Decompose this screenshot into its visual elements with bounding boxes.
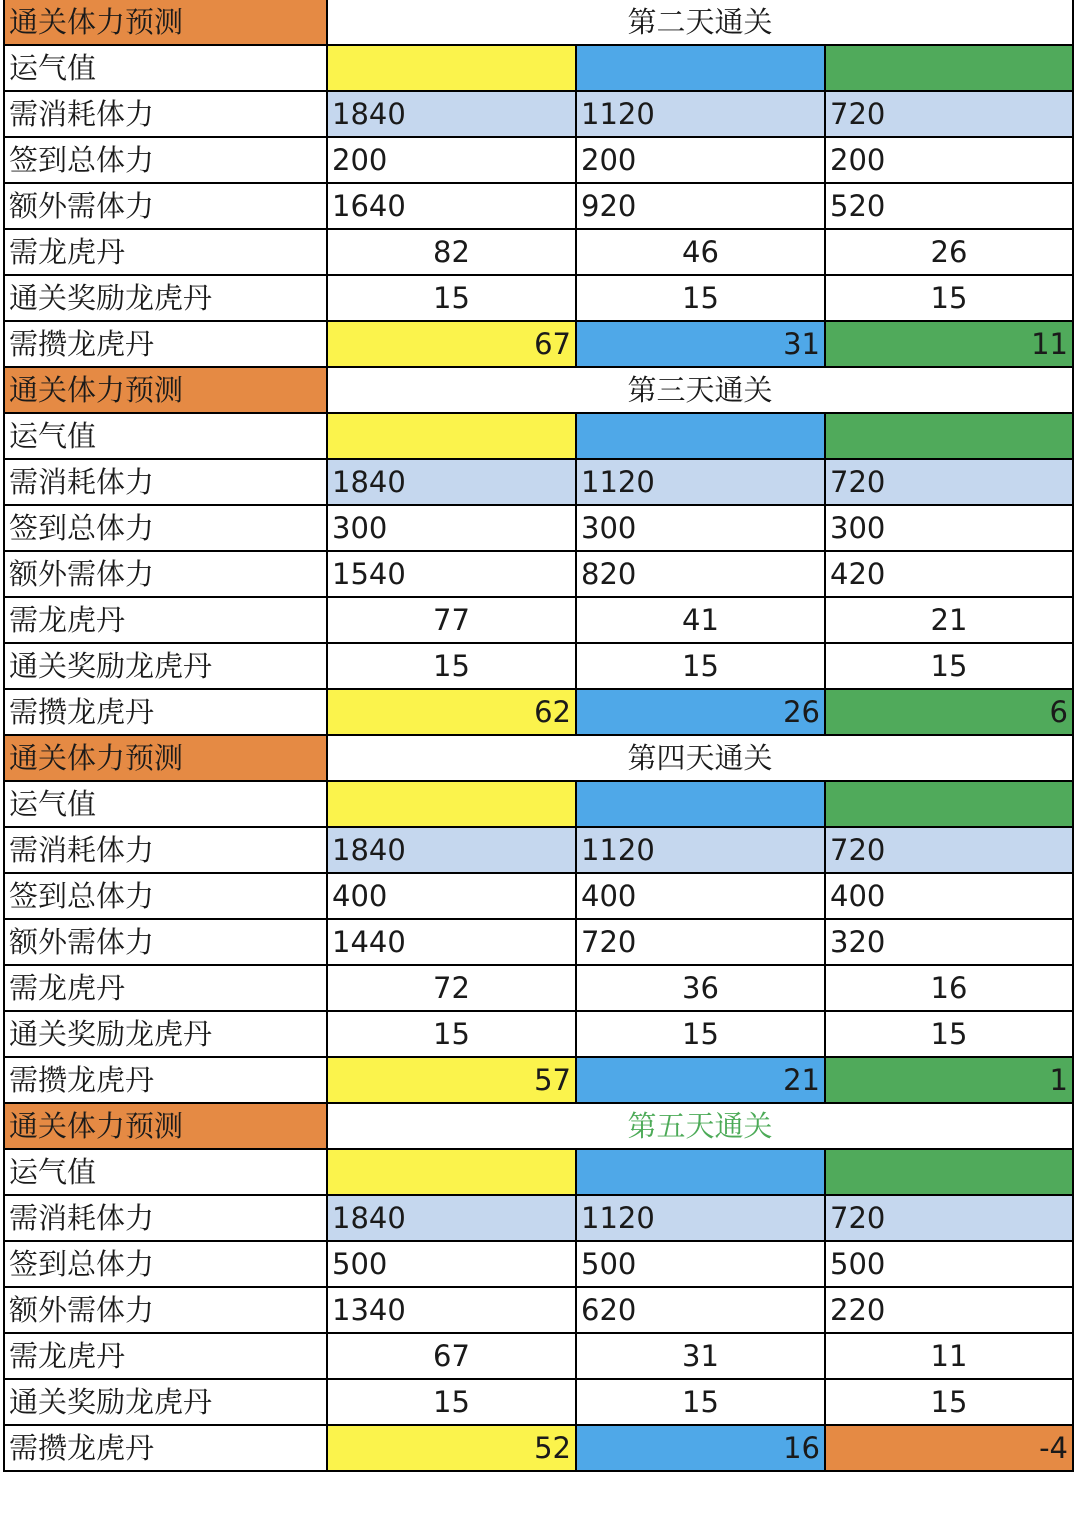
row-label[interactable]: 通关奖励龙虎丹: [4, 1011, 327, 1057]
value-cell[interactable]: 1840: [327, 91, 576, 137]
block-header-label[interactable]: 通关体力预测: [4, 0, 327, 45]
block-header-label[interactable]: 通关体力预测: [4, 735, 327, 781]
value-cell[interactable]: 77: [327, 597, 576, 643]
need-pill-row: [4, 597, 1073, 643]
need-stamina-row: [4, 459, 1073, 505]
signin-stamina-row: [4, 505, 1073, 551]
row-label[interactable]: 通关奖励龙虎丹: [4, 643, 327, 689]
row-label[interactable]: 签到总体力: [4, 873, 327, 919]
value-cell[interactable]: 720: [825, 91, 1073, 137]
value-cell[interactable]: 62: [327, 689, 576, 735]
value-cell[interactable]: 200: [825, 137, 1073, 183]
row-label[interactable]: 需攒龙虎丹: [4, 1425, 327, 1471]
block-title[interactable]: 第五天通关: [327, 1103, 1073, 1149]
need-stamina-row: [4, 1195, 1073, 1241]
value-cell[interactable]: 300: [825, 505, 1073, 551]
block-header-row: [4, 1103, 1073, 1149]
value-cell[interactable]: 41: [576, 597, 825, 643]
signin-stamina-row: [4, 1241, 1073, 1287]
value-cell[interactable]: 15: [825, 1011, 1073, 1057]
value-cell[interactable]: 15: [825, 643, 1073, 689]
value-cell[interactable]: 420: [825, 551, 1073, 597]
value-cell[interactable]: 16: [576, 1425, 825, 1471]
value-cell[interactable]: 720: [576, 919, 825, 965]
value-cell[interactable]: 52: [327, 1425, 576, 1471]
value-cell[interactable]: 15: [576, 1379, 825, 1425]
value-cell[interactable]: 15: [576, 1011, 825, 1057]
block-title[interactable]: 第三天通关: [327, 367, 1073, 413]
row-label[interactable]: 签到总体力: [4, 1241, 327, 1287]
row-label[interactable]: 额外需体力: [4, 919, 327, 965]
row-label[interactable]: 签到总体力: [4, 505, 327, 551]
reward-pill-row: [4, 1379, 1073, 1425]
value-cell[interactable]: 400: [825, 873, 1073, 919]
value-cell[interactable]: 720: [825, 459, 1073, 505]
value-cell[interactable]: 1340: [327, 1287, 576, 1333]
reward-pill-row: [4, 1011, 1073, 1057]
value-cell[interactable]: 15: [576, 275, 825, 321]
luck-row: [4, 781, 1073, 827]
row-label[interactable]: 需消耗体力: [4, 1195, 327, 1241]
value-cell[interactable]: 1120: [576, 459, 825, 505]
value-cell[interactable]: 1120: [576, 827, 825, 873]
value-cell[interactable]: 1120: [576, 91, 825, 137]
block-title[interactable]: 第二天通关: [327, 0, 1073, 45]
value-cell[interactable]: 1440: [327, 919, 576, 965]
row-label[interactable]: 运气值: [4, 45, 327, 91]
signin-stamina-row: [4, 873, 1073, 919]
row-label[interactable]: 需消耗体力: [4, 459, 327, 505]
value-cell[interactable]: 15: [327, 1011, 576, 1057]
value-cell[interactable]: 400: [576, 873, 825, 919]
need-pill-row: [4, 229, 1073, 275]
row-label[interactable]: 通关奖励龙虎丹: [4, 275, 327, 321]
block-header-row: [4, 0, 1073, 45]
value-cell[interactable]: 500: [576, 1241, 825, 1287]
value-cell[interactable]: 15: [576, 643, 825, 689]
extra-stamina-row: [4, 1287, 1073, 1333]
value-cell[interactable]: 1: [825, 1057, 1073, 1103]
stamina-forecast-table: [3, 0, 1074, 1472]
value-cell[interactable]: 820: [576, 551, 825, 597]
block-title[interactable]: 第四天通关: [327, 735, 1073, 781]
need-pill-row: [4, 965, 1073, 1011]
row-label[interactable]: 需龙虎丹: [4, 1333, 327, 1379]
value-cell[interactable]: 21: [576, 1057, 825, 1103]
luck-blue-cell[interactable]: [576, 413, 825, 459]
value-cell[interactable]: 500: [825, 1241, 1073, 1287]
value-cell[interactable]: 720: [825, 827, 1073, 873]
value-cell[interactable]: 11: [825, 1333, 1073, 1379]
value-cell[interactable]: 16: [825, 965, 1073, 1011]
signin-stamina-row: [4, 137, 1073, 183]
value-cell[interactable]: 300: [327, 505, 576, 551]
row-label[interactable]: 额外需体力: [4, 183, 327, 229]
value-cell[interactable]: 31: [576, 321, 825, 367]
luck-green-cell[interactable]: [825, 413, 1073, 459]
luck-row: [4, 413, 1073, 459]
save-pill-row: [4, 1425, 1073, 1471]
value-cell[interactable]: 67: [327, 321, 576, 367]
block-header-label[interactable]: 通关体力预测: [4, 1103, 327, 1149]
save-pill-row: [4, 321, 1073, 367]
value-cell[interactable]: 15: [327, 643, 576, 689]
value-cell[interactable]: 15: [327, 1379, 576, 1425]
value-cell[interactable]: 400: [327, 873, 576, 919]
value-cell[interactable]: 520: [825, 183, 1073, 229]
need-stamina-row: [4, 827, 1073, 873]
row-label[interactable]: 需消耗体力: [4, 827, 327, 873]
luck-row: [4, 45, 1073, 91]
block-header-row: [4, 367, 1073, 413]
value-cell[interactable]: 200: [576, 137, 825, 183]
extra-stamina-row: [4, 551, 1073, 597]
row-label[interactable]: 需龙虎丹: [4, 965, 327, 1011]
value-cell[interactable]: 57: [327, 1057, 576, 1103]
luck-green-cell[interactable]: [825, 781, 1073, 827]
value-cell[interactable]: 1640: [327, 183, 576, 229]
row-label[interactable]: 运气值: [4, 781, 327, 827]
luck-blue-cell[interactable]: [576, 45, 825, 91]
need-stamina-row: [4, 91, 1073, 137]
row-label[interactable]: 通关奖励龙虎丹: [4, 1379, 327, 1425]
value-cell[interactable]: 500: [327, 1241, 576, 1287]
value-cell[interactable]: 620: [576, 1287, 825, 1333]
save-pill-row: [4, 689, 1073, 735]
luck-yellow-cell[interactable]: [327, 781, 576, 827]
luck-yellow-cell[interactable]: [327, 1149, 576, 1195]
block-header-label[interactable]: 通关体力预测: [4, 367, 327, 413]
luck-blue-cell[interactable]: [576, 781, 825, 827]
value-cell[interactable]: 920: [576, 183, 825, 229]
value-cell[interactable]: 31: [576, 1333, 825, 1379]
reward-pill-row: [4, 275, 1073, 321]
row-label[interactable]: 需攒龙虎丹: [4, 689, 327, 735]
value-cell[interactable]: 36: [576, 965, 825, 1011]
reward-pill-row: [4, 643, 1073, 689]
value-cell[interactable]: 6: [825, 689, 1073, 735]
value-cell[interactable]: 72: [327, 965, 576, 1011]
value-cell[interactable]: 46: [576, 229, 825, 275]
value-cell[interactable]: 11: [825, 321, 1073, 367]
value-cell[interactable]: 320: [825, 919, 1073, 965]
value-cell[interactable]: 26: [576, 689, 825, 735]
row-label[interactable]: 签到总体力: [4, 137, 327, 183]
value-cell[interactable]: 15: [825, 1379, 1073, 1425]
value-cell[interactable]: 1840: [327, 459, 576, 505]
luck-row: [4, 1149, 1073, 1195]
row-label[interactable]: 运气值: [4, 413, 327, 459]
need-pill-row: [4, 1333, 1073, 1379]
extra-stamina-row: [4, 183, 1073, 229]
row-label[interactable]: 需消耗体力: [4, 91, 327, 137]
save-pill-row: [4, 1057, 1073, 1103]
block-header-row: [4, 735, 1073, 781]
row-label[interactable]: 需攒龙虎丹: [4, 321, 327, 367]
row-label[interactable]: 需龙虎丹: [4, 597, 327, 643]
row-label[interactable]: 额外需体力: [4, 551, 327, 597]
value-cell[interactable]: 26: [825, 229, 1073, 275]
value-cell[interactable]: 1120: [576, 1195, 825, 1241]
luck-blue-cell[interactable]: [576, 1149, 825, 1195]
value-cell[interactable]: 200: [327, 137, 576, 183]
value-cell[interactable]: -4: [825, 1425, 1073, 1471]
luck-yellow-cell[interactable]: [327, 413, 576, 459]
value-cell[interactable]: 82: [327, 229, 576, 275]
row-label[interactable]: 需龙虎丹: [4, 229, 327, 275]
row-label[interactable]: 需攒龙虎丹: [4, 1057, 327, 1103]
value-cell[interactable]: 15: [825, 275, 1073, 321]
row-label[interactable]: 运气值: [4, 1149, 327, 1195]
extra-stamina-row: [4, 919, 1073, 965]
value-cell[interactable]: 15: [327, 275, 576, 321]
value-cell[interactable]: 1840: [327, 827, 576, 873]
row-label[interactable]: 额外需体力: [4, 1287, 327, 1333]
value-cell[interactable]: 720: [825, 1195, 1073, 1241]
value-cell[interactable]: 1840: [327, 1195, 576, 1241]
luck-green-cell[interactable]: [825, 1149, 1073, 1195]
value-cell[interactable]: 300: [576, 505, 825, 551]
value-cell[interactable]: 21: [825, 597, 1073, 643]
luck-yellow-cell[interactable]: [327, 45, 576, 91]
luck-green-cell[interactable]: [825, 45, 1073, 91]
value-cell[interactable]: 67: [327, 1333, 576, 1379]
value-cell[interactable]: 1540: [327, 551, 576, 597]
value-cell[interactable]: 220: [825, 1287, 1073, 1333]
